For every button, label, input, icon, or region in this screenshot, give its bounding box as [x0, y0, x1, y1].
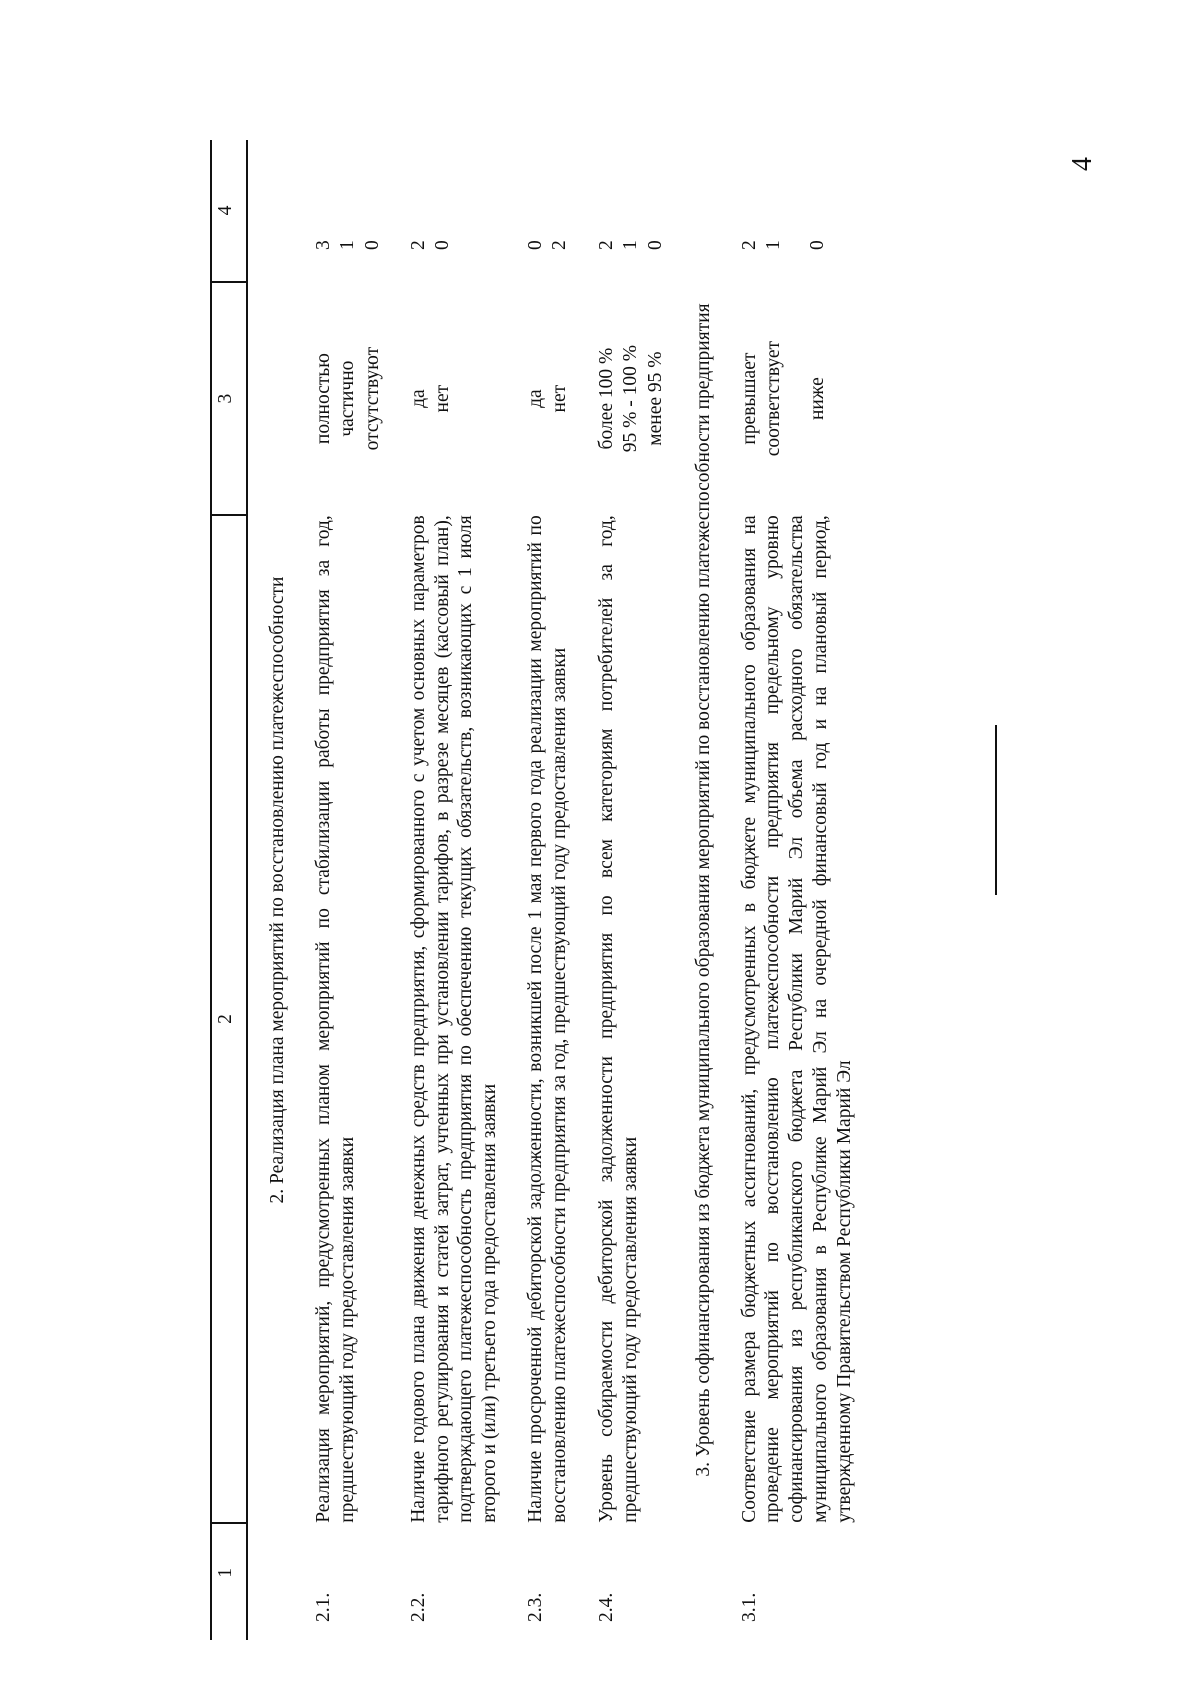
- section-title: 3. Уровень софинансирования из бюджета муниципального образования мероприятий по восстановлению платежеспособности предприятия: [692, 303, 714, 1477]
- row-text: Наличие просроченной дебиторской задолженности, возникшей после 1 мая первого года реализации мероприятий по восстановлению платежеспособности предприятия за год, предшествующий году предоставления заявки: [525, 515, 570, 1523]
- option: частично: [337, 360, 359, 437]
- row-text: Уровень собираемости дебиторской задолженности предприятия по всем категориям потребителей за год, предшествующий году предоставления заявки: [595, 515, 641, 1523]
- criteria-table: [210, 140, 863, 1640]
- row-scores: [508, 140, 579, 282]
- row-scores: [296, 140, 391, 282]
- row-options: [296, 282, 391, 515]
- option: да: [525, 389, 547, 408]
- option: полностью: [312, 353, 334, 445]
- header-col-4: 4: [211, 140, 247, 282]
- option: менее 95 %: [644, 351, 666, 446]
- score: 2: [738, 240, 760, 250]
- row-options: [508, 282, 579, 515]
- row-scores: [579, 140, 674, 282]
- row-text: Реализация мероприятий, предусмотренных планом мероприятий по стабилизации работы предприятия за год, предшествующий году предоставления заявки: [312, 515, 358, 1523]
- score: 1: [620, 240, 642, 250]
- score: 0: [432, 240, 454, 250]
- header-col-2: 2: [211, 515, 247, 1523]
- score: 0: [807, 240, 829, 250]
- end-separator-line: [995, 725, 997, 895]
- row-number: 2.2.: [407, 1592, 429, 1622]
- score: 3: [312, 240, 334, 250]
- option: отсутствуют: [361, 346, 383, 451]
- row-number: 2.3.: [525, 1592, 547, 1622]
- score: 1: [763, 240, 785, 250]
- header-row: [211, 140, 247, 1640]
- option: 95 % - 100 %: [620, 345, 642, 453]
- score: 1: [337, 240, 359, 250]
- score: 0: [525, 240, 547, 250]
- option: нет: [432, 384, 454, 413]
- table-row: [508, 140, 579, 1640]
- table-row: [296, 140, 391, 1640]
- rotated-table-container: [210, 140, 970, 1640]
- header-col-3: 3: [211, 282, 247, 515]
- row-text: Соответствие размера бюджетных ассигнований, предусмотренных в бюджете муниципального образования на проведение мероприятий по восстановлению платежеспособности предприятия предельному уровню софинансирования из республиканского бюджета Республики Марий Эл объема расходного обязательства муниципального образования в Республике Марий Эл на очередной финансовый год и на плановый период, утвержденному Правительством Республики Марий Эл: [738, 515, 855, 1523]
- section-title-row: [674, 140, 722, 1640]
- option: нет: [549, 384, 571, 413]
- section-title-row: [247, 140, 296, 1640]
- score: 2: [595, 240, 617, 250]
- section-title: 2. Реализация плана мероприятий по восстановлению платежеспособности: [267, 576, 288, 1204]
- row-scores: [722, 140, 863, 282]
- score: 2: [549, 240, 571, 250]
- row-options: [579, 282, 674, 515]
- option: превышает: [738, 352, 760, 445]
- row-scores: [391, 140, 508, 282]
- row-text: Наличие годового плана движения денежных средств предприятия, сформированного с учетом основных параметров тарифного регулирования и статей затрат, учтенных при установлении тарифов, в разрезе месяцев (кассовый план), подтверждающего платежеспособность предприятия по обеспечению текущих обязательств, возникающих с 1 июля второго и (или) третьего года предоставления заявки: [407, 515, 501, 1523]
- option: да: [407, 389, 429, 408]
- row-options: [722, 282, 863, 515]
- table-row: [391, 140, 508, 1640]
- score: 0: [644, 240, 666, 250]
- score: 0: [361, 240, 383, 250]
- option: ниже: [807, 377, 829, 420]
- row-options: [391, 282, 508, 515]
- table-row: [579, 140, 674, 1640]
- row-number: 3.1.: [738, 1592, 760, 1622]
- option: более 100 %: [595, 347, 617, 450]
- option: соответствует: [763, 340, 785, 457]
- table-row: [722, 140, 863, 1640]
- score: 2: [407, 240, 429, 250]
- row-number: 2.4.: [595, 1592, 617, 1622]
- page-number: 4: [1067, 157, 1098, 171]
- header-col-1: 1: [211, 1523, 247, 1640]
- row-number: 2.1.: [312, 1592, 334, 1622]
